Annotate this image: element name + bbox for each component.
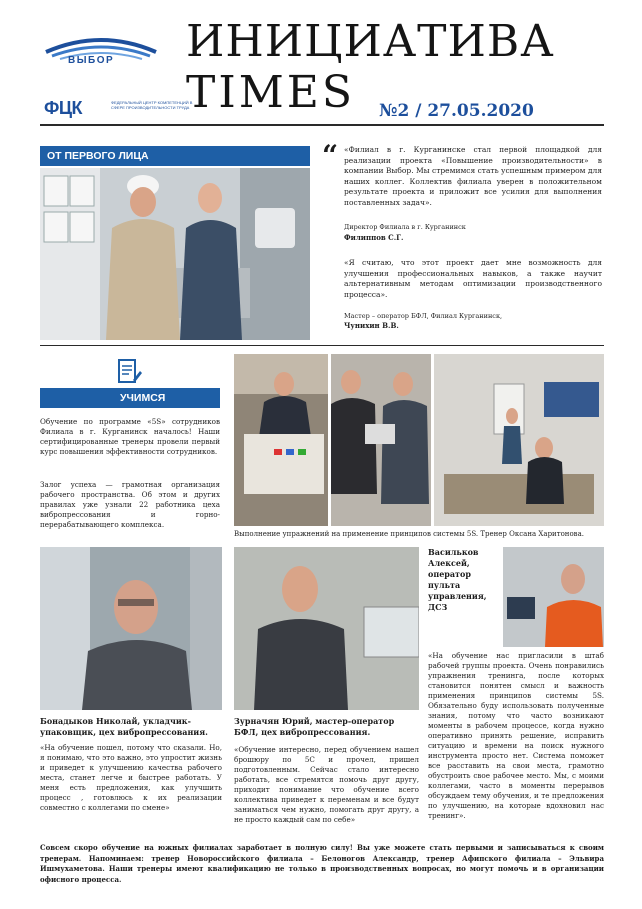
interviewee-1-name: Бонадыков Николай, укладчик-упаковщик, цех вибропрессования. bbox=[40, 716, 208, 737]
learning-paragraph-1: Обучение по программе «5S» сотрудников Филиала в г. Курганинск началось! Наши сертифицированные тренеры провели первый курс повышения эффективности сотрудников. bbox=[40, 417, 220, 456]
interviewee-2-name: Зурначян Юрий, мастер-оператор БФЛ, цех вибропрессования. bbox=[234, 716, 395, 737]
training-photo-3 bbox=[434, 354, 604, 526]
partner-logo-subtitle: ФЕДЕРАЛЬНЫЙ ЦЕНТР КОМПЕТЕНЦИЙ В СФЕРЕ ПРОИЗВОДИТЕЛЬНОСТИ ТРУДА bbox=[111, 100, 193, 110]
section-header-learning: УЧИМСЯ bbox=[40, 388, 220, 408]
interviewee-1-photo bbox=[40, 547, 222, 710]
partner-logo-text: ФЦК bbox=[44, 98, 82, 118]
quote-master-role: Мастер – оператор БФЛ, Филиал Курганинск, bbox=[344, 312, 503, 320]
quote-director: «Филиал в г. Курганинске стал первой площадкой для реализации проекта «Повышение производительности» в компании Выбор. Мы стремимся стать успешным примером для наших коллег. Коллектив филиала уверен в положительном результате проекта и приложит все усилия для выполнения поставленных задач». bbox=[344, 145, 602, 207]
brand-logo-text: ВЫБОР bbox=[68, 55, 115, 66]
interviewee-3-photo bbox=[503, 547, 604, 647]
interviewee-3-quote: «На обучение нас пригласили в штаб рабочей группы проекта. Очень понравились упражнения тренинга, после которых становится понятен смысл и важность применения принципов системы 5S. Обязательно буду использовать полученные знания, потому что часто возникают моменты в рабочем процессе, когда нужно оперативно принять решение, исправить ситуацию и времени на поиск нужного инструмента просто нет. Система поможет все расставить на свои места, грамотно обустроить свое рабочее место. Мы, с моими коллегами, часто в моменты перерывов обсуждаем тему обучения, и те предложения по улучшению, на которые вдохновил нас тренинг». bbox=[428, 651, 604, 820]
section-header-first-person: ОТ ПЕРВОГО ЛИЦА bbox=[40, 146, 310, 166]
interviewee-3-name: Васильков Алексей, оператор пульта управления, ДСЗ bbox=[428, 547, 487, 612]
quote-mark-icon: “ bbox=[322, 139, 339, 172]
issue-number-date: №2 / 27.05.2020 bbox=[379, 101, 534, 121]
quote-director-role: Директор Филиала в г. Курганинск bbox=[344, 223, 466, 231]
middle-divider bbox=[40, 345, 604, 346]
training-photo-1 bbox=[234, 354, 328, 526]
document-edit-icon bbox=[116, 358, 142, 386]
interviewee-1-quote: «На обучение пошел, потому что сказали. Но, я понимаю, что это важно, это упростит жизнь и приведет к улучшению качества рабочего места, станет легче и быстрее работать. У меня есть предложения, как улучшить процесс , готовлюсь к их реализации совместно с коллегами по смене» bbox=[40, 743, 222, 812]
interviewee-2-photo bbox=[234, 547, 419, 710]
quote-master-name: Чунихин В.В. bbox=[344, 321, 399, 330]
training-photo-2 bbox=[331, 354, 431, 526]
quote-master: «Я считаю, что этот проект дает мне возможность для улучшения профессиональных навыков, а также научит альтернативным методам оптимизации производственного процесса». bbox=[344, 258, 602, 299]
workers-photo bbox=[40, 168, 310, 340]
masthead-title-line2: TIMES bbox=[186, 67, 356, 118]
masthead-title-line1: ИНИЦИАТИВА bbox=[186, 16, 555, 67]
top-divider bbox=[40, 124, 604, 126]
interviewee-2-quote: «Обучение интересно, перед обучением нашел брошюру по 5С и прочел, пришел подготовленным. Сейчас стало интересно работать, все стремятся помочь друг другу, приходит понимание что обучение всего коллектива приведет к переменам и все будут заниматься чем нужно, помогать друг другу, а не просто каждый сам по себе» bbox=[234, 745, 419, 824]
training-photo-caption: Выполнение упражнений на применение принципов системы 5S. Тренер Оксана Харитонова. bbox=[234, 530, 585, 538]
quote-director-name: Филиппов С.Г. bbox=[344, 233, 404, 242]
footer-announcement: Совсем скоро обучение на южных филиалах заработает в полную силу! Вы уже можете стать первыми и записываться к своим тренерам. Напоминаем: тренер Новороссийского филиала – Белоногов Александр, тренер Афипского филиала – Эльвира Ишмухаметова. Наши тренеры имеют квалификацию не только в производственных вопросах, но могут помочь и в организации офисного процесса. bbox=[40, 843, 604, 884]
learning-paragraph-2: Залог успеха — грамотная организация рабочего пространства. Об этом и других правилах уже узнали 22 работника цеха вибропрессования и горно-перерабатывающего комплекса. bbox=[40, 480, 220, 529]
